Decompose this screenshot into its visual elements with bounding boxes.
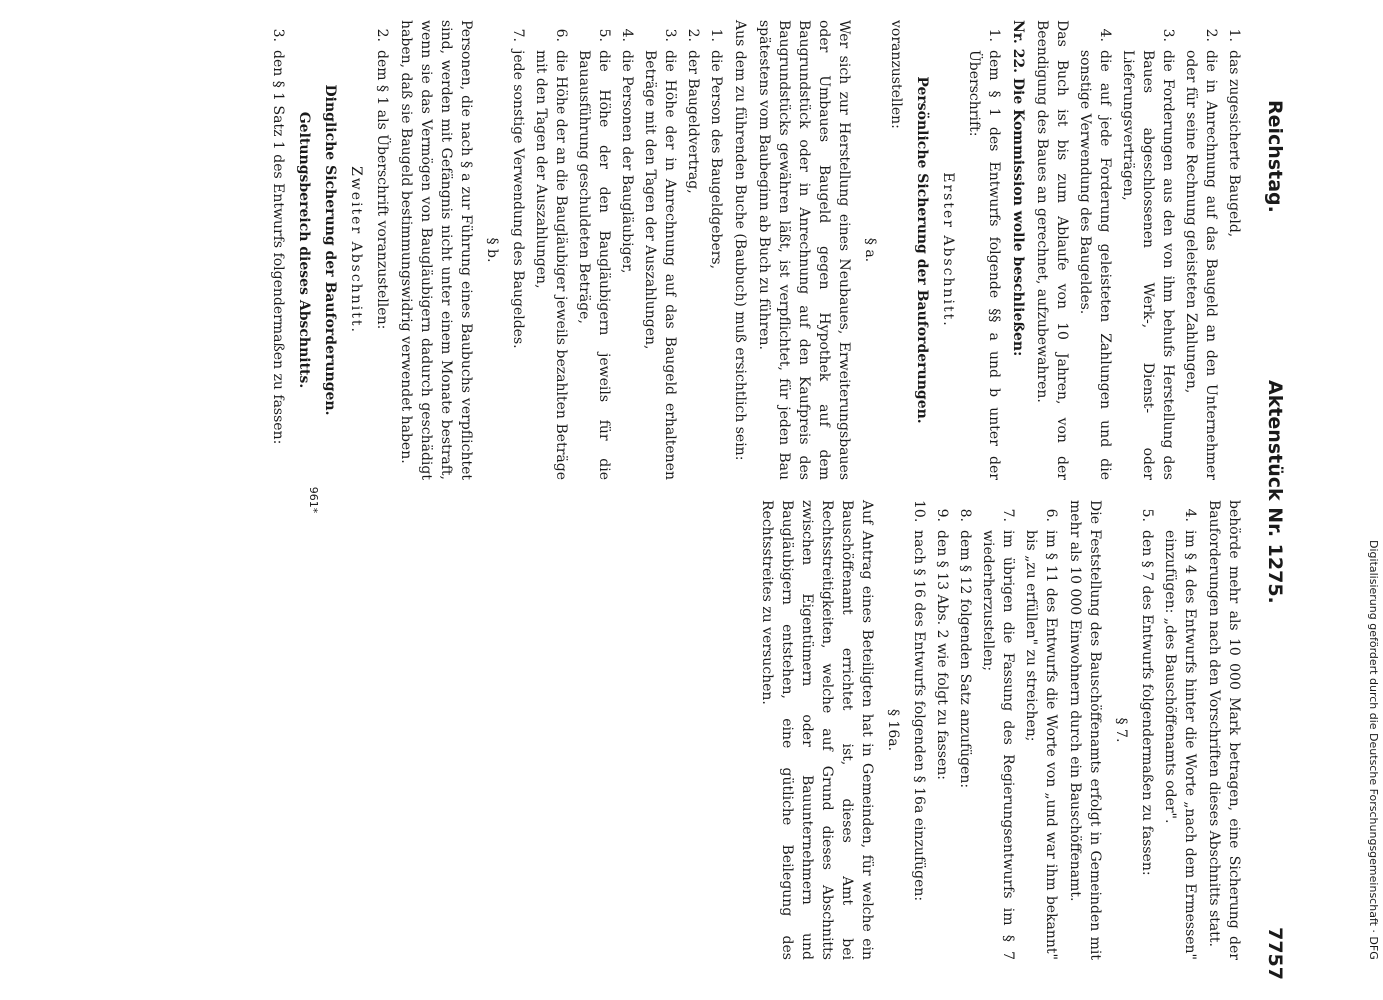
list-item bbox=[1224, 20, 1244, 480]
item-text: den § 1 Satz 1 des Entwurfs folgendermaßen zu fassen: bbox=[270, 50, 286, 445]
item-text: dem § 12 folgenden Satz anzufügen: bbox=[957, 530, 973, 789]
list-item bbox=[706, 20, 726, 480]
list-item bbox=[1160, 500, 1200, 960]
list-item bbox=[1021, 500, 1061, 960]
item-number: 4. bbox=[1182, 508, 1198, 522]
item-text: dem § 1 des Entwurfs folgende §§ a und b unter der Überschrift: bbox=[966, 50, 1002, 480]
paragraph: Das Buch ist bis zum Ablaufe von 10 Jahren, von der Beendigung des Baues an gerechnet, aufzubewahren. bbox=[1034, 20, 1070, 480]
item-number: 4. bbox=[619, 28, 635, 42]
page-signature: 961* bbox=[307, 486, 320, 514]
item-text: den § 13 Abs. 2 wie folgt zu fassen: bbox=[934, 530, 950, 781]
paragraph-label: § 16a. bbox=[885, 708, 901, 752]
item-number: 8. bbox=[957, 508, 973, 522]
header-page-number: 7757 bbox=[1264, 927, 1286, 980]
item-number: 7. bbox=[1000, 508, 1016, 522]
item-text: den § 7 des Entwurfs folgendermaßen zu fassen: bbox=[1139, 530, 1155, 876]
paragraph: Auf Antrag eines Beteiligten hat in Gemeinden, für welche ein Bauschöffenamt errichtet ist, dieses Amt bei Rechtsstreitigkeiten, welche auf Grund dieses Abschnitts zwischen Eigentümern oder Bauunternehmern und Baugläubigern entstehen, eine gütliche Beilegung des Rechtsstreites zu versuchen. bbox=[759, 500, 875, 960]
paragraph: voranzustellen: bbox=[888, 20, 904, 129]
list-item bbox=[1075, 20, 1115, 480]
item-text: die Höhe der den Baugläubigern jeweils für die Bauausführung geschuldeten Beträge, bbox=[576, 50, 612, 480]
list-item bbox=[1137, 500, 1157, 960]
page-header bbox=[1256, 20, 1292, 980]
list-item bbox=[955, 500, 975, 960]
paragraph-label: § a. bbox=[862, 237, 878, 263]
item-text: nach § 16 des Entwurfs folgenden § 16a einzufügen: bbox=[911, 530, 927, 902]
paragraph-label: § 7. bbox=[1113, 717, 1129, 743]
section-title: Zweiter Abschnitt. bbox=[348, 166, 364, 334]
list-item bbox=[932, 500, 952, 960]
item-number: 6. bbox=[1043, 508, 1059, 522]
item-text: die auf jede Forderung geleisteten Zahlungen und die sonstige Verwendung des Baugeldes. bbox=[1077, 50, 1113, 480]
item-number: 1. bbox=[1226, 28, 1242, 42]
item-text: der Baugeldvertrag, bbox=[685, 50, 701, 194]
item-number: 7. bbox=[510, 28, 526, 42]
list-item bbox=[683, 20, 703, 480]
list-item bbox=[964, 20, 1004, 480]
list-item bbox=[640, 20, 680, 480]
item-number: 5. bbox=[1139, 508, 1155, 522]
paragraph: Aus dem zu führenden Buche (Baubuch) muß ersichtlich sein: bbox=[732, 20, 748, 461]
item-text: die Höhe der in Anrechnung auf das Baugeld erhaltenen Beträge mit den Tagen der Auszahlungen, bbox=[642, 50, 678, 480]
item-number: 2. bbox=[685, 28, 701, 42]
header-middle: Aktenstück Nr. 1275. bbox=[1264, 380, 1286, 604]
digitization-note bbox=[1366, 540, 1382, 1000]
item-text: im übrigen die Fassung des Regierungsentwurfs im § 7 wiederherzustellen; bbox=[980, 530, 1016, 960]
item-text: die Person des Baugeldgebers, bbox=[708, 50, 724, 270]
motion-heading: Nr. 22. Die Kommission wolle beschließen: bbox=[1010, 20, 1026, 357]
item-text: die Personen der Baugläubiger, bbox=[619, 50, 635, 274]
paragraph: behörde mehr als 10 000 Mark betragen, eine Sicherung der Bauforderungen nach den Vorschriften dieses Abschnitts statt. bbox=[1206, 500, 1242, 960]
item-number: 6. bbox=[553, 28, 569, 42]
item-number: 4. bbox=[1097, 28, 1113, 42]
section-title: Erster Abschnitt. bbox=[940, 172, 956, 328]
paragraph-label: § b. bbox=[484, 237, 500, 263]
item-number: 2. bbox=[1203, 28, 1219, 42]
section-subtitle: Geltungsbereich dieses Abschnitts. bbox=[296, 111, 312, 389]
right-column bbox=[753, 500, 1244, 960]
list-item bbox=[372, 20, 392, 480]
item-text: dem § 1 als Überschrift voranzustellen: bbox=[374, 50, 390, 330]
list-item bbox=[268, 20, 288, 480]
item-number: 1. bbox=[986, 28, 1002, 42]
list-item bbox=[531, 20, 571, 480]
left-column bbox=[265, 20, 1244, 480]
list-item bbox=[617, 20, 637, 480]
list-item bbox=[1181, 20, 1221, 480]
list-item bbox=[1118, 20, 1178, 480]
item-text: die Höhe der an die Baugläubiger jeweils bezahlten Beträge mit den Tagen der Auszahlungen, bbox=[533, 50, 569, 480]
item-number: 9. bbox=[934, 508, 950, 522]
item-text: im § 4 des Entwurfs hinter die Worte „nach dem Ermessen" einzufügen: „des Bauschöffenamts oder". bbox=[1162, 530, 1198, 960]
paragraph: Die Feststellung des Bauschöffenamts erfolgt in Gemeinden mit mehr als 10 000 Einwohnern durch ein Bauschöffenamt. bbox=[1067, 500, 1103, 960]
digitization-note-text: Digitalisierung gefördert durch die Deutsche Forschungsgemeinschaft · DFG bbox=[1367, 540, 1380, 960]
list-item bbox=[574, 20, 614, 480]
item-number: 1. bbox=[708, 28, 724, 42]
item-text: die in Anrechnung auf das Baugeld an den Unternehmer oder für seine Rechnung geleisteten Zahlungen, bbox=[1183, 50, 1219, 480]
item-text: jede sonstige Verwendung des Baugeldes. bbox=[510, 50, 526, 349]
paragraph: Wer sich zur Herstellung eines Neubaues, Erweiterungsbaues oder Umbaues Baugeld gegen Hypothek auf dem Baugrundstück oder in Anrechnung auf den Kaufpreis des Baugrundstücks gewähren läßt, ist verpflichtet, für jeden Bau spätestens vom Baubeginn ab Buch zu führen. bbox=[756, 20, 852, 480]
list-item bbox=[508, 20, 528, 480]
item-number: 5. bbox=[596, 28, 612, 42]
section-subtitle: Persönliche Sicherung der Bauforderungen. bbox=[914, 76, 930, 424]
item-number: 3. bbox=[662, 28, 678, 42]
item-text: im § 11 des Entwurfs die Worte von „und war ihm bekannt" bis „zu erfüllen" zu streichen; bbox=[1023, 530, 1059, 960]
item-number: 10. bbox=[911, 500, 927, 523]
item-text: die Forderungen aus den von ihm behufs Herstellung des Baues abgeschlossenen Werk-, Dienst- oder Lieferungsverträgen, bbox=[1120, 50, 1176, 480]
header-left: Reichstag. bbox=[1264, 100, 1286, 213]
item-number: 2. bbox=[374, 28, 390, 42]
list-item bbox=[909, 500, 929, 960]
list-item bbox=[978, 500, 1018, 960]
item-number: 3. bbox=[270, 28, 286, 42]
paragraph: Personen, die nach § a zur Führung eines Baubuchs verpflichtet sind, werden mit Gefängnis nicht unter einem Monate bestraft, wenn sie das Vermögen von Baugläubigern dadurch geschädigt haben, daß sie Baugeld bestimmungswidrig verwendet haben. bbox=[398, 20, 474, 480]
item-text: das zugesicherte Baugeld, bbox=[1226, 50, 1242, 238]
section-subtitle: Dingliche Sicherung der Bauforderungen. bbox=[322, 84, 338, 416]
item-number: 3. bbox=[1160, 28, 1176, 42]
